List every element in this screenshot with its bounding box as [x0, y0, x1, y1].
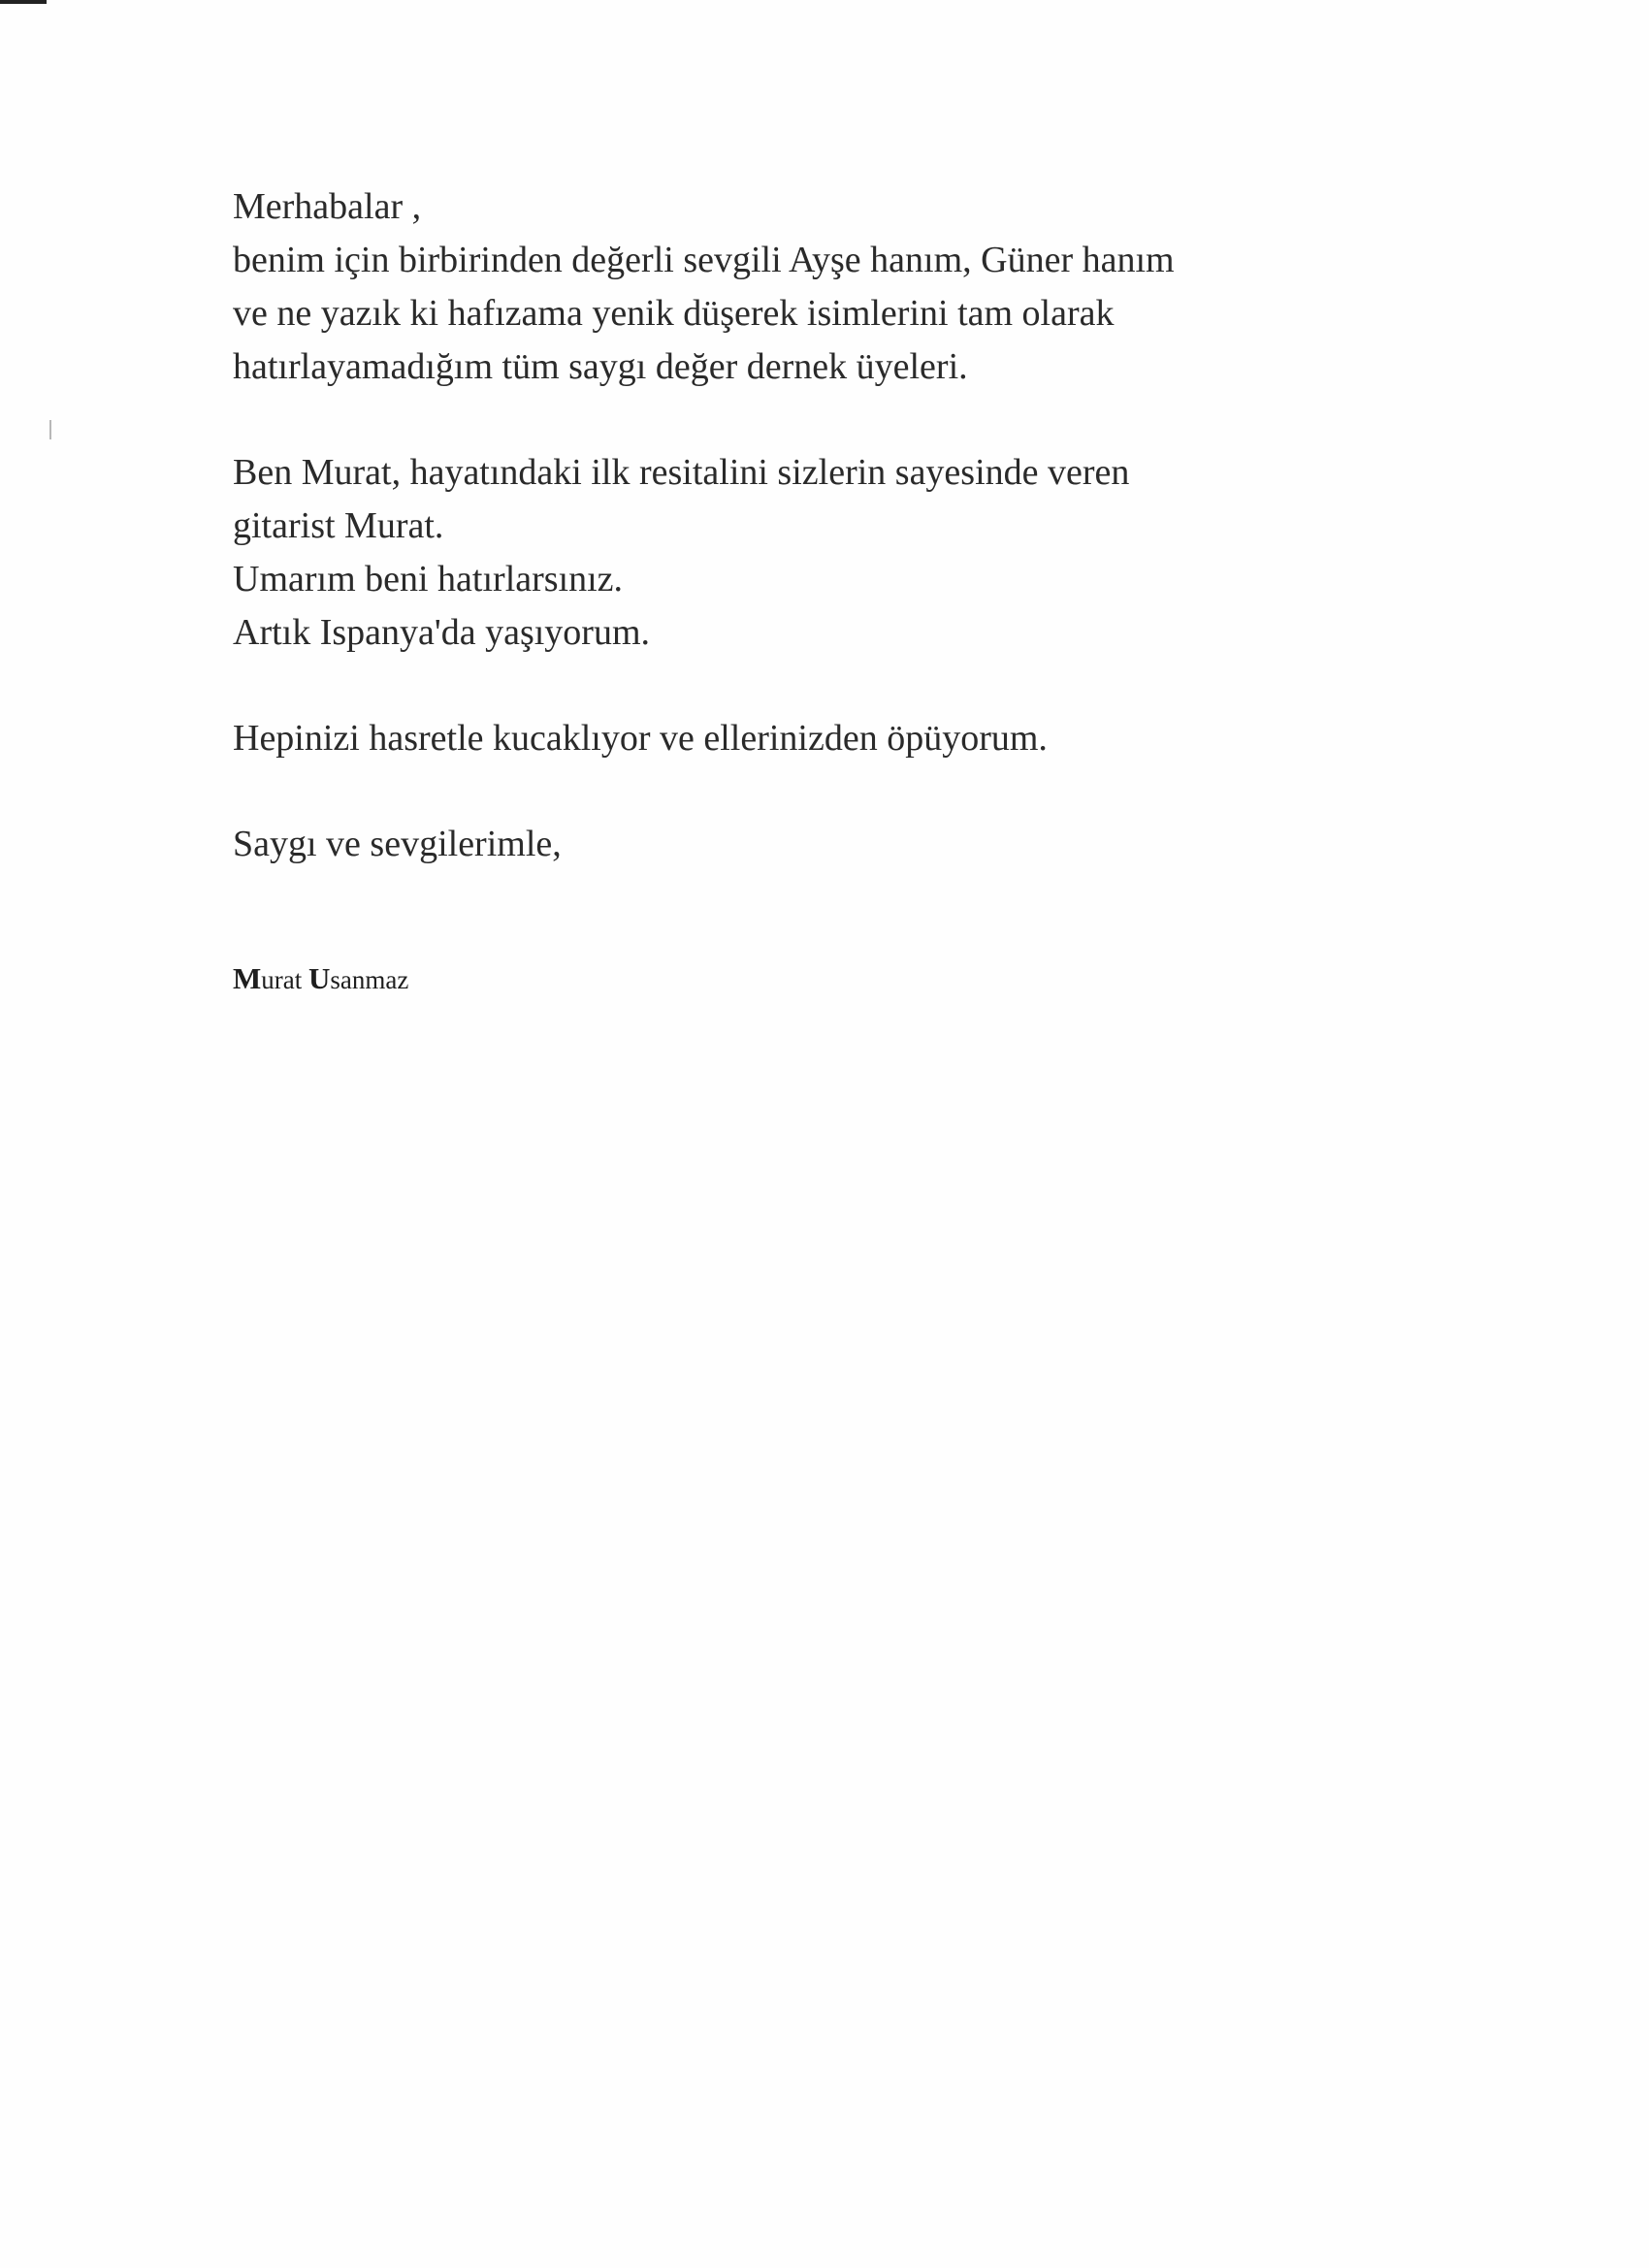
signature-first-initial: M — [233, 961, 262, 995]
letter-line: Umarım beni hatırlarsınız. — [233, 559, 624, 599]
signature-last-rest: sanmaz — [330, 965, 409, 994]
letter-body — [233, 180, 1513, 923]
letter-line: benim için birbirinden değerli sevgili Ayşe hanım, Güner hanım — [233, 240, 1175, 280]
letter-line: Ben Murat, hayatındaki ilk resitalini sizlerin sayesinde veren — [233, 452, 1130, 493]
closing-paragraph — [233, 818, 1513, 871]
greeting-paragraph — [233, 180, 1513, 394]
signature-first-rest: urat — [261, 965, 308, 994]
signature-last-initial: U — [308, 961, 331, 995]
scan-edge-mark — [0, 0, 47, 4]
letter-line: Merhabalar , — [233, 186, 422, 227]
embrace-paragraph — [233, 712, 1513, 765]
scan-margin-mark — [49, 420, 51, 439]
signature-name — [233, 962, 408, 996]
letter-line: gitarist Murat. — [233, 505, 444, 546]
introduction-paragraph — [233, 446, 1513, 660]
letter-line: hatırlayamadığım tüm saygı değer dernek üyeleri. — [233, 346, 968, 387]
letter-line: Hepinizi hasretle kucaklıyor ve ellerinizden öpüyorum. — [233, 718, 1048, 759]
letter-line: Saygı ve sevgilerimle, — [233, 824, 562, 864]
letter-line: Artık Ispanya'da yaşıyorum. — [233, 612, 651, 653]
letter-line: ve ne yazık ki hafızama yenik düşerek isimlerini tam olarak — [233, 293, 1115, 334]
